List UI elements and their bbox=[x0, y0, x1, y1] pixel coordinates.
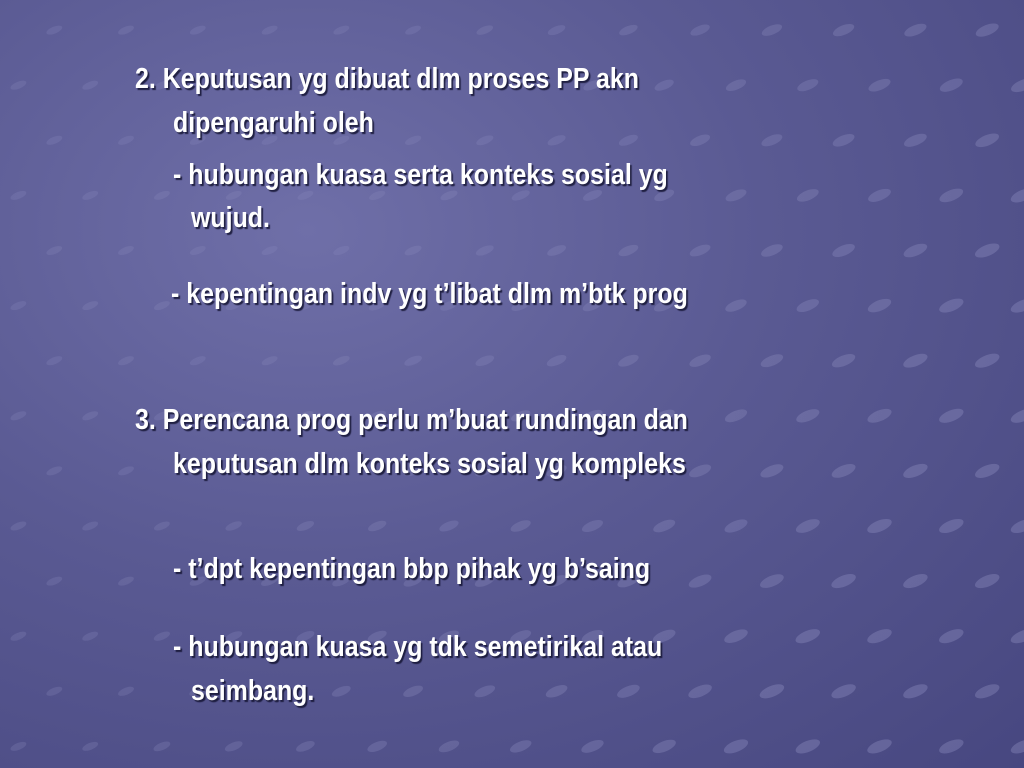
point-3-line-1: 3. Perencana prog perlu m’buat rundingan dan bbox=[135, 404, 688, 436]
point-2-line-1: 2. Keputusan yg dibuat dlm proses PP akn bbox=[135, 63, 640, 95]
point-2-sub-1-line-2: wujud. bbox=[191, 202, 270, 234]
point-2-line-2: dipengaruhi oleh bbox=[173, 107, 374, 139]
point-3-sub-2-line-1: - hubungan kuasa yg tdk semetirikal atau bbox=[173, 631, 663, 663]
point-2-sub-2-line-1: - kepentingan indv yg t’libat dlm m’btk prog bbox=[171, 278, 688, 310]
point-3-sub-1-line-1: - t’dpt kepentingan bbp pihak yg b’saing bbox=[173, 553, 651, 585]
point-2-sub-1-line-1: - hubungan kuasa serta konteks sosial yg bbox=[173, 159, 668, 191]
point-3-sub-2-line-2: seimbang. bbox=[191, 675, 315, 707]
point-3-line-2: keputusan dlm konteks sosial yg kompleks bbox=[173, 448, 686, 480]
